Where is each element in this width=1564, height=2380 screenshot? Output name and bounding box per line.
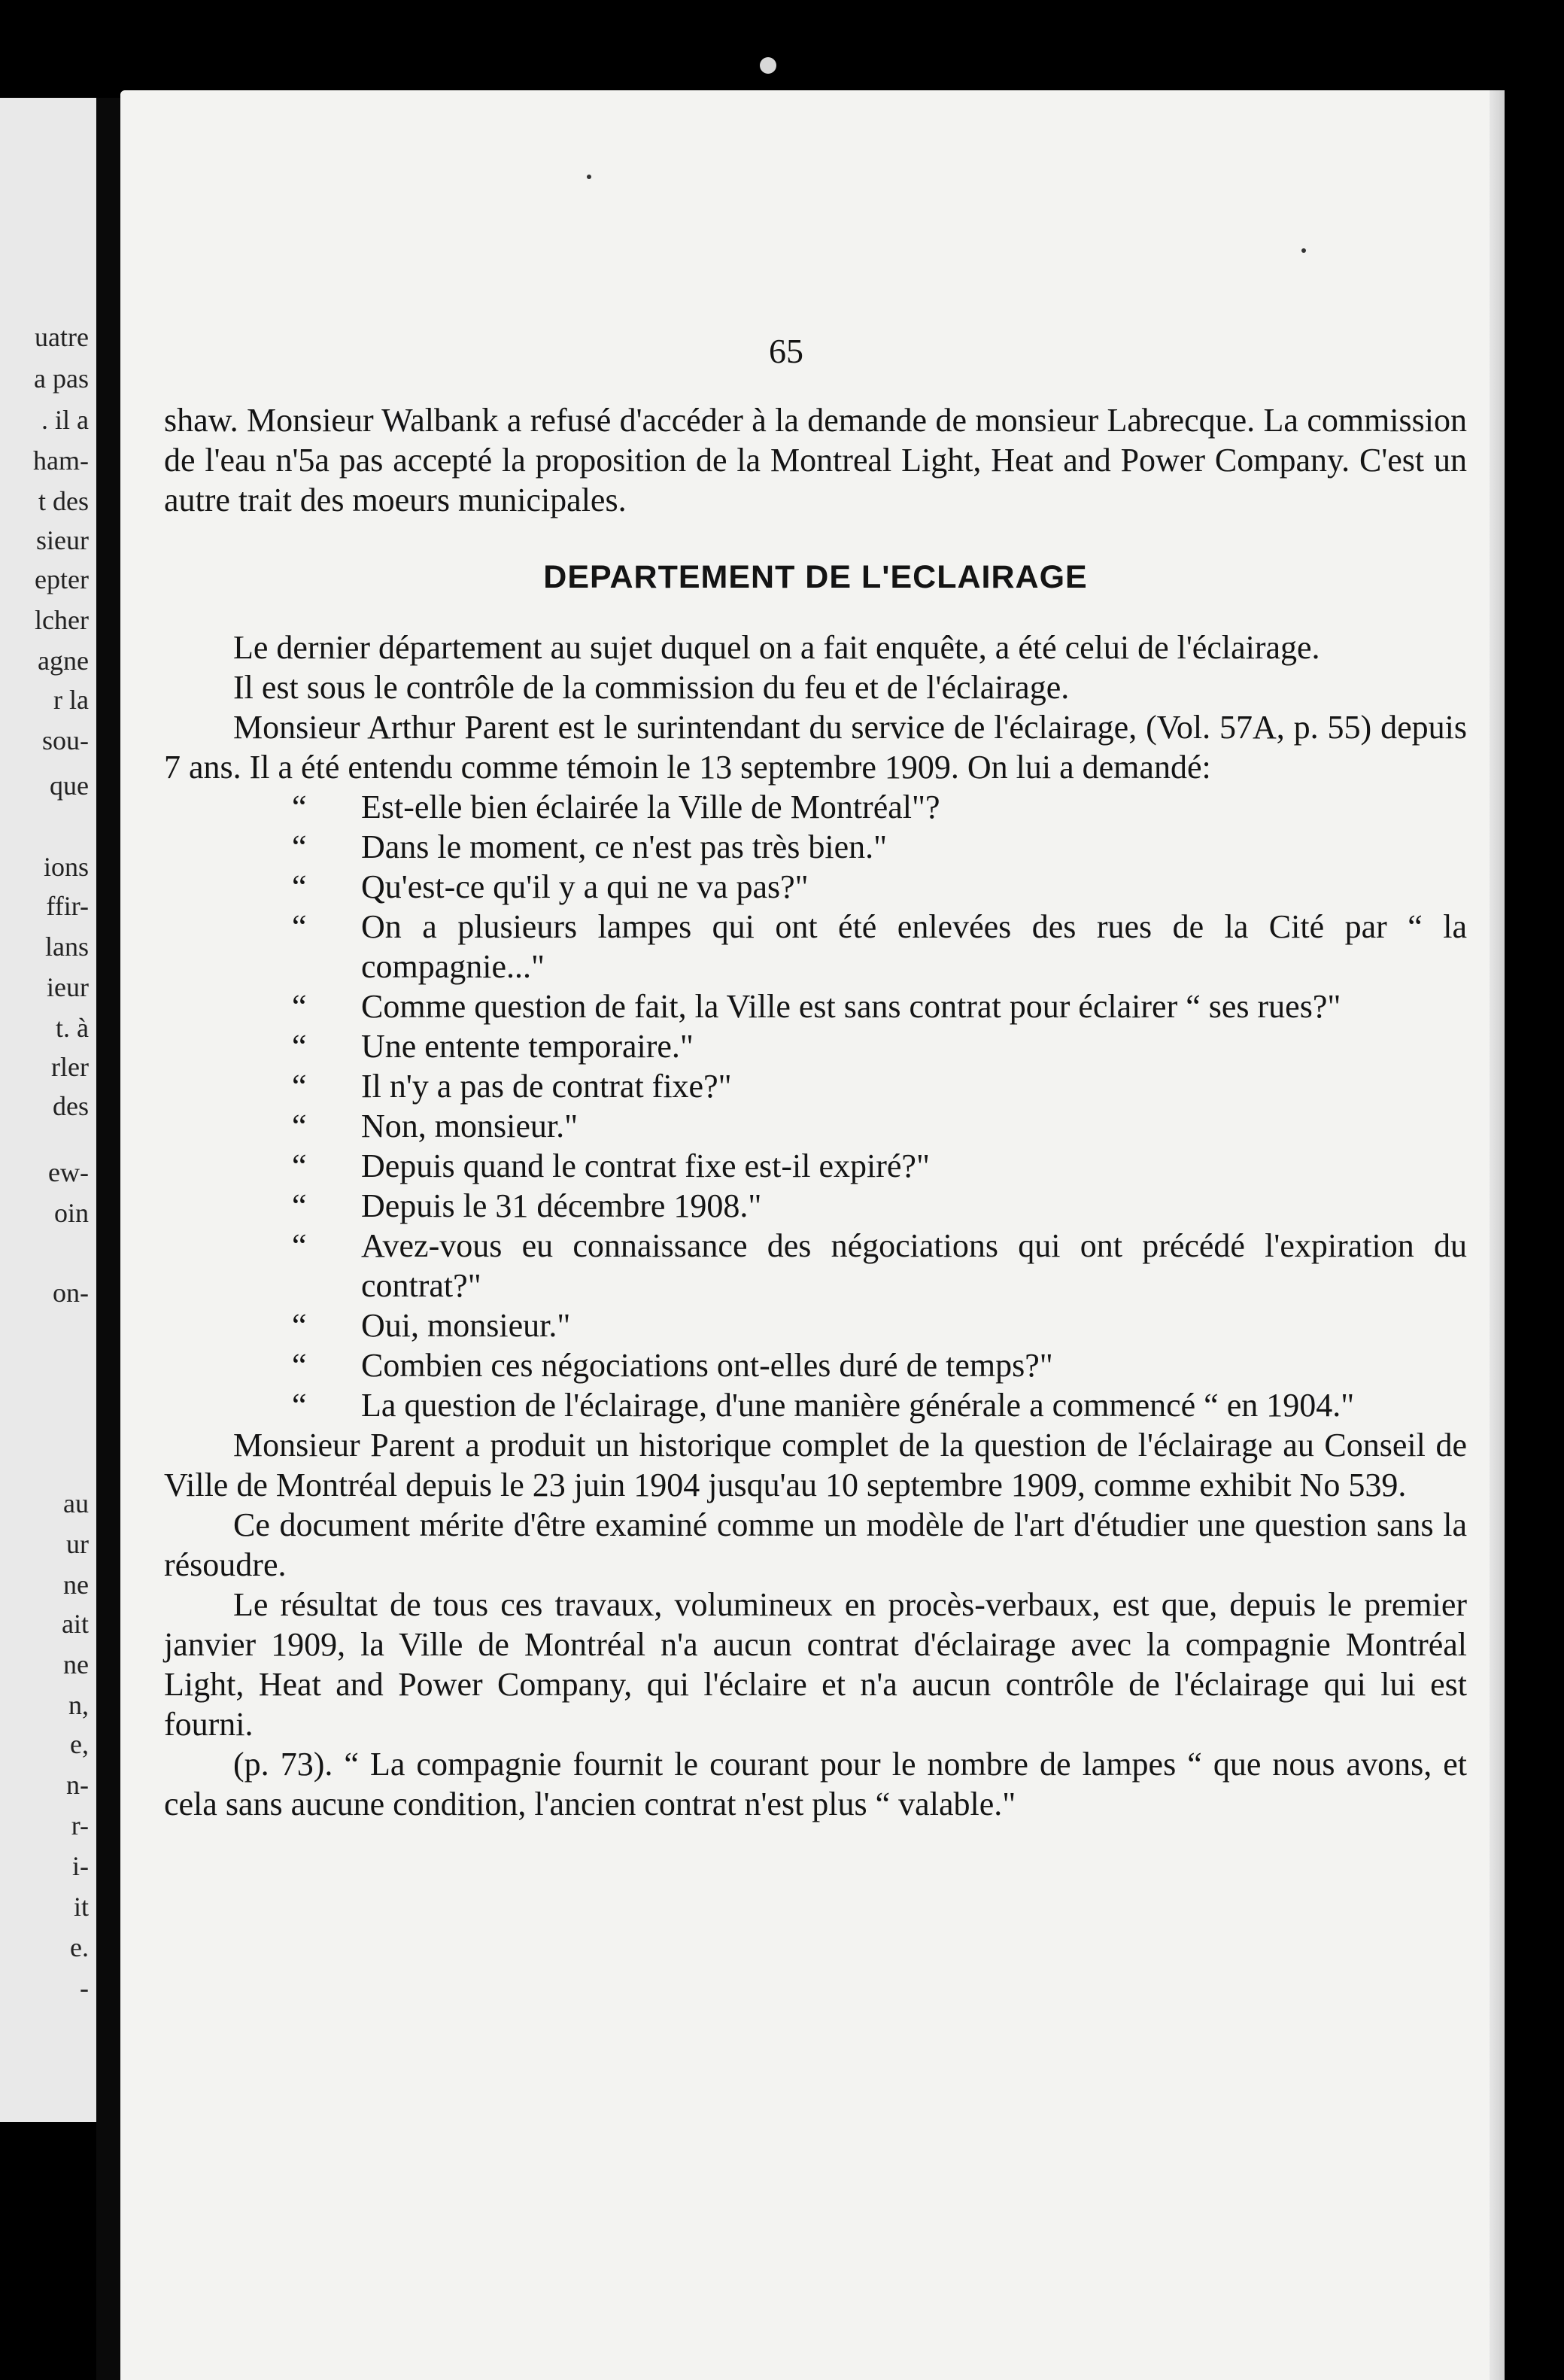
facing-page-fragment: oin [53, 1198, 89, 1228]
facing-page-fragment: ffir- [46, 891, 89, 921]
facing-page-fragment: lans [45, 932, 89, 962]
book-gutter [96, 98, 122, 2380]
quote-mark: “ [292, 1068, 307, 1105]
facing-page-fragment: - [80, 1973, 89, 2003]
testimony-line [164, 986, 1467, 1026]
testimony-text: Qu'est-ce qu'il y a qui ne va pas?" [361, 868, 809, 905]
speaker-label [164, 907, 233, 947]
speaker-label [164, 787, 233, 827]
paragraph: Le résultat de tous ces travaux, volumineux en procès-verbaux, est que, depuis le premier janvier 1909, la Ville de Montréal n'a aucun contrat d'éclairage avec la compagnie Montréal Light, Heat and Power Company, qui l'éclaire et n'a aucun contrôle de l'éclairage qui lui est fourni. [164, 1586, 1467, 1743]
facing-page-fragment: rler [51, 1052, 89, 1082]
quote-mark: “ [292, 1028, 307, 1065]
testimony-line [164, 1066, 1467, 1106]
testimony-line [164, 1306, 1467, 1345]
scan-artifact [760, 57, 776, 74]
facing-page-fragment: r la [53, 685, 89, 715]
speaker-label [164, 1066, 233, 1106]
testimony-line [164, 907, 1467, 986]
paragraph: Monsieur Arthur Parent est le surintendant du service de l'éclairage, (Vol. 57A, p. 55) depuis 7 ans. Il a été entendu comme témoin le 13 septembre 1909. On lui a demandé: [164, 709, 1467, 786]
facing-page-fragment: r- [71, 1810, 89, 1840]
quote-mark: “ [292, 868, 307, 905]
testimony-text: La question de l'éclairage, d'une manière générale a commencé “ en 1904." [361, 1387, 1355, 1424]
paragraph: Il est sous le contrôle de la commission du feu et de l'éclairage. [233, 669, 1070, 706]
testimony-line [164, 1226, 1467, 1306]
speaker-label [164, 827, 233, 867]
speaker-label [164, 1106, 233, 1146]
page-edge [1490, 90, 1505, 2380]
speaker-label [164, 1146, 233, 1186]
scan-speck [587, 175, 591, 179]
testimony-text: Oui, monsieur." [361, 1307, 571, 1344]
facing-page-fragment: e, [70, 1729, 89, 1759]
testimony-list [164, 787, 1467, 1425]
facing-page-fragment: des [53, 1091, 89, 1121]
facing-page-fragment: que [50, 771, 89, 801]
facing-page-fragment: . il a [41, 405, 89, 435]
testimony-line [164, 1186, 1467, 1226]
quote-mark: “ [292, 828, 307, 865]
facing-page-fragment: uatre [35, 322, 89, 352]
facing-page-fragment: ne [63, 1570, 89, 1600]
speaker-label [164, 867, 233, 907]
speaker-label [164, 1186, 233, 1226]
facing-page-fragment: ew- [48, 1157, 89, 1187]
speaker-label [164, 1345, 233, 1385]
section-heading: DEPARTEMENT DE L'ECLAIRAGE [543, 559, 1088, 595]
testimony-text: Depuis quand le contrat fixe est-il expiré?" [361, 1147, 930, 1184]
quote-mark: “ [292, 1387, 307, 1424]
facing-page-fragment: ur [66, 1529, 89, 1559]
facing-page-fragment: lcher [35, 605, 89, 635]
facing-page-fragment: au [63, 1488, 89, 1518]
quote-mark: “ [292, 908, 307, 945]
speaker-label [164, 986, 233, 1026]
testimony-line [164, 1106, 1467, 1146]
testimony-text: Il n'y a pas de contrat fixe?" [361, 1068, 732, 1105]
facing-page-fragment: n, [68, 1690, 89, 1720]
book-page [120, 90, 1505, 2380]
facing-page-fragment: t. à [56, 1013, 89, 1043]
quote-mark: “ [292, 789, 307, 825]
paragraph: Ce document mérite d'être examiné comme un modèle de l'art d'étudier une question sans la résoudre. [164, 1506, 1467, 1583]
facing-page-fragment: a pas [34, 363, 89, 394]
speaker-label [164, 1306, 233, 1345]
facing-page-fragment: ham- [33, 445, 89, 476]
speaker-label [164, 1026, 233, 1066]
facing-page-fragment: i- [72, 1851, 89, 1881]
quote-mark: “ [292, 1108, 307, 1144]
facing-page-fragment: it [73, 1892, 89, 1922]
testimony-line [164, 787, 1467, 827]
quote-mark: “ [292, 1227, 307, 1264]
quote-mark: “ [292, 1307, 307, 1344]
testimony-line [164, 1385, 1467, 1425]
intro-paragraph: shaw. Monsieur Walbank a refusé d'accéder à la demande de monsieur Labrecque. La commission de l'eau n'5a pas accepté la proposition de la Montreal Light, Heat and Power Company. C'est un autre trait des moeurs municipales. [164, 402, 1467, 518]
testimony-text: Depuis le 31 décembre 1908." [361, 1187, 762, 1224]
facing-page-fragment: n- [66, 1770, 89, 1800]
testimony-text: Une entente temporaire." [361, 1028, 694, 1065]
testimony-line [164, 827, 1467, 867]
facing-page-fragment: sieur [36, 525, 89, 555]
page-number: 65 [769, 332, 803, 370]
testimony-text: Combien ces négociations ont-elles duré de temps?" [361, 1347, 1053, 1384]
testimony-text: On a plusieurs lampes qui ont été enlevées des rues de la Cité par “ la compagnie..." [361, 908, 1467, 985]
facing-page-fragment: t des [38, 486, 89, 516]
testimony-line [164, 1345, 1467, 1385]
facing-page [0, 98, 98, 2122]
testimony-text: Avez-vous eu connaissance des négociations qui ont précédé l'expiration du contrat?" [361, 1227, 1467, 1304]
scan-speck [1301, 248, 1306, 253]
paragraph: Monsieur Parent a produit un historique complet de la question de l'éclairage au Conseil de Ville de Montréal depuis le 23 juin 1904 jusqu'au 10 septembre 1909, comme exhibit No 539. [164, 1427, 1467, 1503]
quotation-paragraph: (p. 73). “ La compagnie fournit le courant pour le nombre de lampes “ que nous avons, et cela sans aucune condition, l'ancien contrat n'est plus “ valable." [164, 1746, 1467, 1822]
testimony-text: Est-elle bien éclairée la Ville de Montréal"? [361, 789, 940, 825]
facing-page-fragment: on- [53, 1278, 89, 1308]
facing-page-fragment: ne [63, 1649, 89, 1679]
testimony-text: Dans le moment, ce n'est pas très bien." [361, 828, 888, 865]
speaker-label [164, 1226, 233, 1266]
testimony-line [164, 867, 1467, 907]
facing-page-fragment: sou- [42, 725, 89, 755]
testimony-text: Non, monsieur." [361, 1108, 579, 1144]
facing-page-fragment: epter [35, 564, 89, 594]
testimony-text: Comme question de fait, la Ville est sans contrat pour éclairer “ ses rues?" [361, 988, 1341, 1025]
speaker-label [164, 1385, 233, 1425]
quote-mark: “ [292, 988, 307, 1025]
testimony-line [164, 1026, 1467, 1066]
page-body [164, 400, 1467, 1824]
paragraph: Le dernier département au sujet duquel on a fait enquête, a été celui de l'éclairage. [233, 629, 1320, 666]
facing-page-fragment: ieur [47, 972, 89, 1002]
testimony-line [164, 1146, 1467, 1186]
quote-mark: “ [292, 1347, 307, 1384]
facing-page-fragment: ions [43, 852, 89, 882]
facing-page-fragment: ait [62, 1609, 89, 1639]
quote-mark: “ [292, 1147, 307, 1184]
facing-page-fragment: e. [70, 1932, 89, 1962]
quote-mark: “ [292, 1187, 307, 1224]
facing-page-fragment: agne [38, 646, 89, 676]
